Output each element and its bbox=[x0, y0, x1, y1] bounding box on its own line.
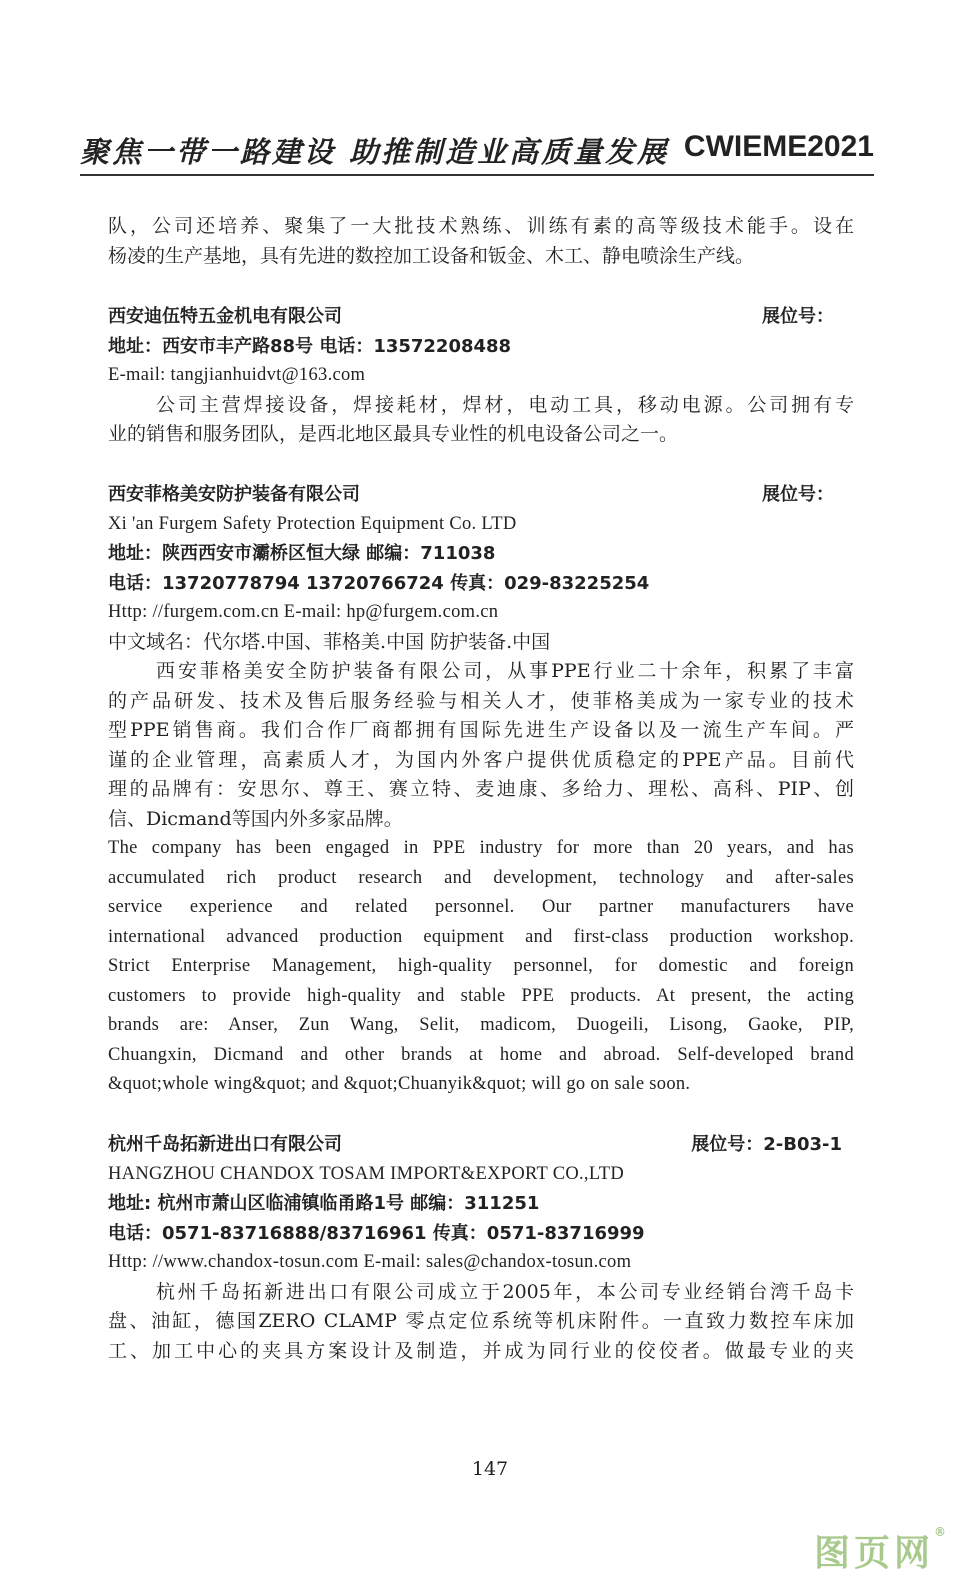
booth-number: 展位号： bbox=[762, 484, 834, 505]
company-desc-line: 西安菲格美安全防护装备有限公司，从事PPE行业二十余年，积累了丰富 bbox=[156, 660, 854, 682]
company-desc-en-line: international advanced production equipment and first-class production workshop. bbox=[108, 926, 854, 947]
company-entry-3 bbox=[108, 1130, 854, 1366]
registered-mark: ® bbox=[934, 1525, 950, 1539]
company-desc-en-line: customers to provide high-quality and stable PPE products. At present, the acting bbox=[108, 985, 854, 1006]
company-name: 西安菲格美安防护装备有限公司 bbox=[108, 484, 360, 505]
company-desc-en-line: accumulated rich product research and development, technology and after-sales bbox=[108, 867, 854, 888]
watermark-text: 图页网 bbox=[813, 1533, 934, 1574]
company-email: E-mail: tangjianhuidvt@163.com bbox=[108, 365, 366, 385]
company-desc-line: 的产品研发、技术及售后服务经验与相关人才，使菲格美成为一家专业的技术 bbox=[108, 689, 854, 712]
company-desc-line: 工、加工中心的夹具方案设计及制造，并成为同行业的佼佼者。做最专业的夹 bbox=[108, 1339, 854, 1362]
intro-line: 杨凌的生产基地，具有先进的数控加工设备和钣金、木工、静电喷涂生产线。 bbox=[108, 244, 755, 267]
company-desc-line: 业的销售和服务团队，是西北地区最具专业性的机电设备公司之一。 bbox=[108, 423, 679, 445]
company-desc-en-line: Chuangxin, Dicmand and other brands at home and abroad. Self-developed brand bbox=[108, 1044, 854, 1065]
company-desc-line: 型PPE销售商。我们合作厂商都拥有国际先进生产设备以及一流生产车间。严 bbox=[108, 719, 854, 741]
company-desc-en-line: brands are: Anser, Zun Wang, Selit, madicom, Duogeili, Lisong, Gaoke, PIP, bbox=[108, 1015, 854, 1035]
company-desc-line: 谨的企业管理，高素质人才，为国内外客户提供优质稳定的PPE产品。目前代 bbox=[108, 748, 854, 771]
booth-number: 展位号：2-B03-1 bbox=[691, 1134, 842, 1155]
watermark-logo bbox=[814, 1525, 950, 1576]
company-name: 杭州千岛拓新进出口有限公司 bbox=[108, 1134, 342, 1155]
company-web: Http: //www.chandox-tosun.com E-mail: sales@chandox-tosun.com bbox=[108, 1252, 632, 1272]
company-english-name: Xi 'an Furgem Safety Protection Equipment Co. LTD bbox=[108, 513, 517, 534]
company-address: 地址: 杭州市萧山区临浦镇临甬路1号 邮编：311251 bbox=[108, 1193, 540, 1214]
company-address: 地址：陕西西安市灞桥区恒大绿 邮编：711038 bbox=[108, 543, 496, 564]
page-number: 147 bbox=[471, 1458, 509, 1480]
header-divider bbox=[80, 174, 874, 176]
company-desc-line: 公司主营焊接设备，焊接耗材，焊材，电动工具，移动电源。公司拥有专 bbox=[156, 393, 854, 416]
company-domain: 中文域名：代尔塔.中国、菲格美.中国 防护装备.中国 bbox=[108, 630, 551, 653]
company-desc-line: 盘、油缸，德国ZERO CLAMP 零点定位系统等机床附件。一直致力数控车床加 bbox=[108, 1310, 854, 1332]
header-title: 聚焦一带一路建设 助推制造业高质量发展 bbox=[80, 135, 670, 169]
company-desc-en-line: Strict Enterprise Management, high-quality personnel, for domestic and foreign bbox=[108, 956, 854, 976]
header-brand: CWIEME2021 bbox=[683, 130, 874, 163]
company-english-name: HANGZHOU CHANDOX TOSAM IMPORT&EXPORT CO.,LTD bbox=[108, 1163, 625, 1184]
company-header bbox=[108, 302, 854, 332]
company-desc-line: 理的品牌有：安思尔、尊王、赛立特、麦迪康、多给力、理松、高科、PIP、创 bbox=[108, 778, 854, 800]
company-entry-2 bbox=[108, 480, 854, 1100]
company-desc-line: 信、Dicmand等国内外多家品牌。 bbox=[108, 807, 403, 830]
company-phone: 电话：0571-83716888/83716961 传真：0571-83716999 bbox=[108, 1222, 645, 1244]
company-phone: 电话：13720778794 13720766724 传真：029-83225254 bbox=[108, 572, 650, 594]
company-header bbox=[108, 480, 854, 510]
company-address: 地址：西安市丰产路88号 电话：13572208488 bbox=[108, 335, 512, 357]
page-header bbox=[80, 118, 874, 176]
company-desc-en-line: &quot;whole wing&quot; and &quot;Chuanyik&quot; will go on sale soon. bbox=[108, 1074, 691, 1094]
company-desc-en-line: service experience and related personnel. Our partner manufacturers have bbox=[108, 897, 854, 917]
company-entry-1 bbox=[108, 302, 854, 450]
intro-paragraph bbox=[108, 212, 854, 271]
company-desc-line: 杭州千岛拓新进出口有限公司成立于2005年，本公司专业经销台湾千岛卡 bbox=[156, 1280, 854, 1303]
booth-number: 展位号： bbox=[762, 306, 834, 327]
company-name: 西安迪伍特五金机电有限公司 bbox=[108, 306, 342, 327]
company-header bbox=[108, 1130, 854, 1160]
company-desc-en-line: The company has been engaged in PPE industry for more than 20 years, and has bbox=[108, 838, 854, 858]
company-web: Http: //furgem.com.cn E-mail: hp@furgem.com.cn bbox=[108, 602, 499, 622]
intro-line: 队，公司还培养、聚集了一大批技术熟练、训练有素的高等级技术能手。设在 bbox=[108, 215, 854, 237]
